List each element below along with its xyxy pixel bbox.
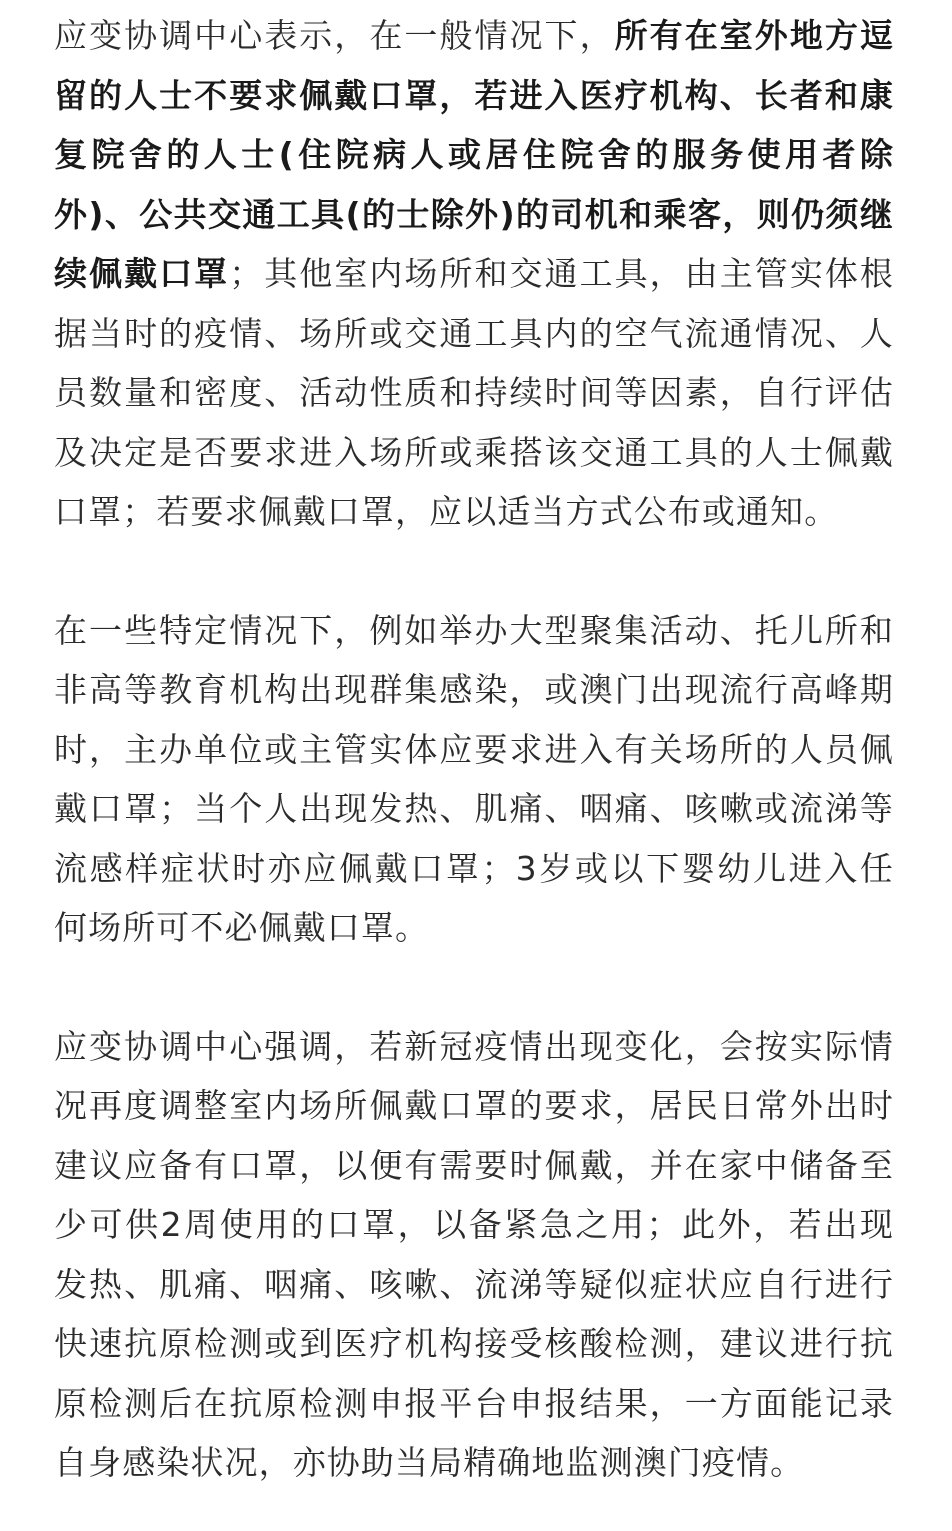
paragraph-mask-rules-tail: ；其他室内场所和交通工具，由主管实体根据当时的疫情、场所或交通工具内的空气流通情况、人员数量和密度、活动性质和持续时间等因素，自行评估及决定是否要求进入场所或乘搭该交通工具的人士佩戴口罩；若要求佩戴口罩，应以适当方式公布或通知。 [54,254,895,531]
paragraph-center-emphasis: 应变协调中心强调，若新冠疫情出现变化，会按实际情况再度调整室内场所佩戴口罩的要求，居民日常外出时建议应备有口罩，以便有需要时佩戴，并在家中储备至少可供2周使用的口罩，以备紧急之用；此外，若出现发热、肌痛、咽痛、咳嗽、流涕等疑似症状应自行进行快速抗原检测或到医疗机构接受核酸检测，建议进行抗原检测后在抗原检测申报平台申报结果，一方面能记录自身感染状况，亦协助当局精确地监测澳门疫情。 [54,1026,894,1482]
paragraph-special-situations: 在一些特定情况下，例如举办大型聚集活动、托儿所和非高等教育机构出现群集感染，或澳门出现流行高峰期时，主办单位或主管实体应要求进入有关场所的人员佩戴口罩；当个人出现发热、肌痛、咽痛、咳嗽或流涕等流感样症状时亦应佩戴口罩；3岁或以下婴幼儿进入任何场所可不必佩戴口罩。 [54,610,894,947]
paragraph-mask-rules [54,6,894,542]
paragraph-mask-rules-emphasis: 所有在室外地方逗留的人士不要求佩戴口罩，若进入医疗机构、长者和康复院舍的人士(住院病人或居住院舍的服务使用者除外)、公共交通工具(的士除外)的司机和乘客，则仍须继续佩戴口罩 [54,16,894,293]
paragraph-mask-rules-lead: 应变协调中心表示，在一般情况下， [54,16,615,55]
